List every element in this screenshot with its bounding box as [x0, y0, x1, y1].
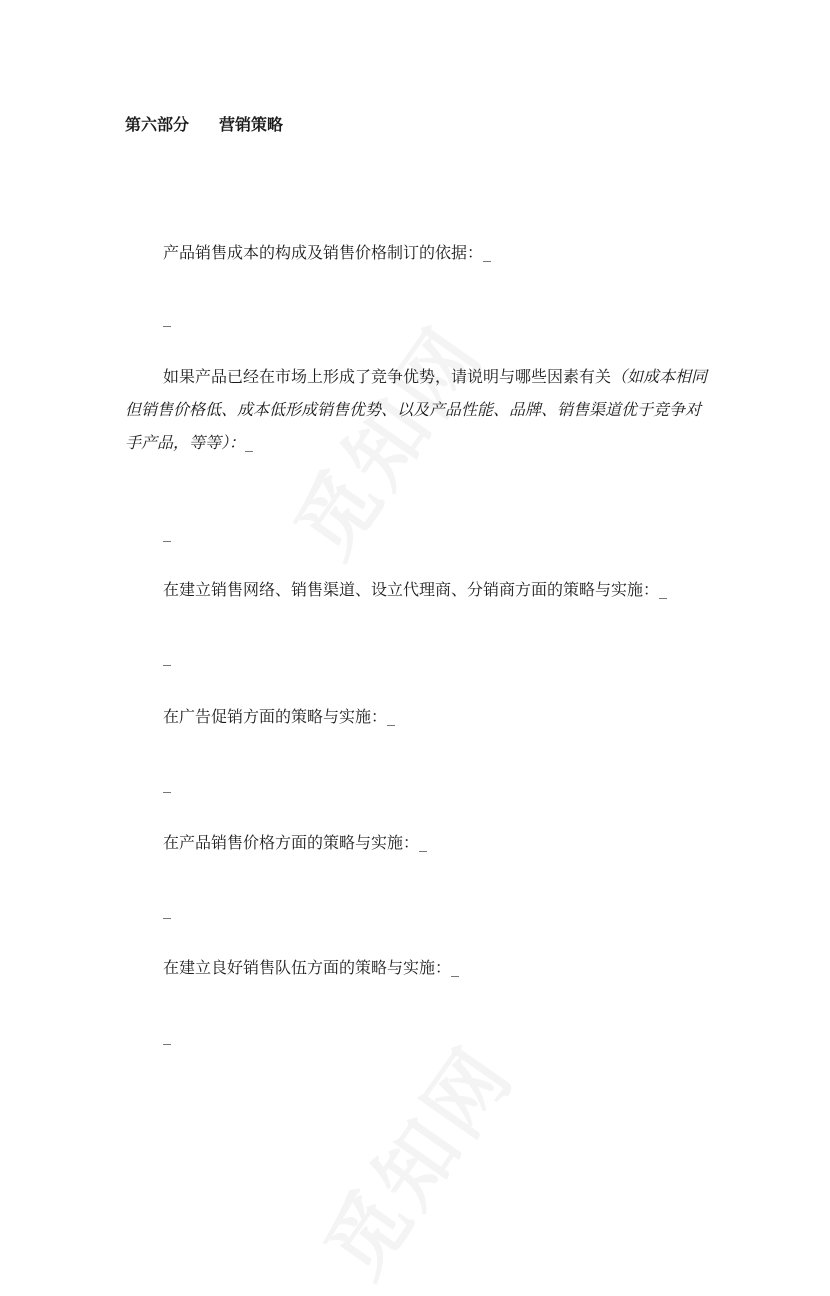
answer-blank: _ [163, 523, 171, 542]
question-text: 如果产品已经在市场上形成了竞争优势，请说明与哪些因素有关 [163, 367, 612, 386]
answer-blank: _ [163, 647, 171, 666]
question-pricing: 在产品销售价格方面的策略与实施：_ [163, 833, 428, 852]
answer-blank: _ [163, 900, 171, 919]
answer-blank: _ [163, 1026, 171, 1045]
question-advertising: 在广告促销方面的策略与实施：_ [163, 707, 396, 726]
section-heading [125, 112, 283, 135]
question-competitive-advantage [125, 360, 710, 459]
question-sales-network: 在建立销售网络、销售渠道、设立代理商、分销商方面的策略与实施：_ [163, 580, 668, 599]
watermark [293, 1019, 535, 1296]
question-sales-team: 在建立良好销售队伍方面的策略与实施：_ [163, 958, 460, 977]
question-examples: （如成本相同但销售价格低、成本低形成销售优势、以及产品性能、品牌、销售渠道优于竞争对手产品，等等）：_ [125, 367, 708, 452]
answer-blank: _ [163, 308, 171, 327]
question-cost-basis: 产品销售成本的构成及销售价格制订的依据：_ [163, 243, 492, 262]
section-title: 营销策略 [219, 115, 284, 134]
answer-blank: _ [163, 774, 171, 793]
section-part: 第六部分 [125, 115, 190, 134]
